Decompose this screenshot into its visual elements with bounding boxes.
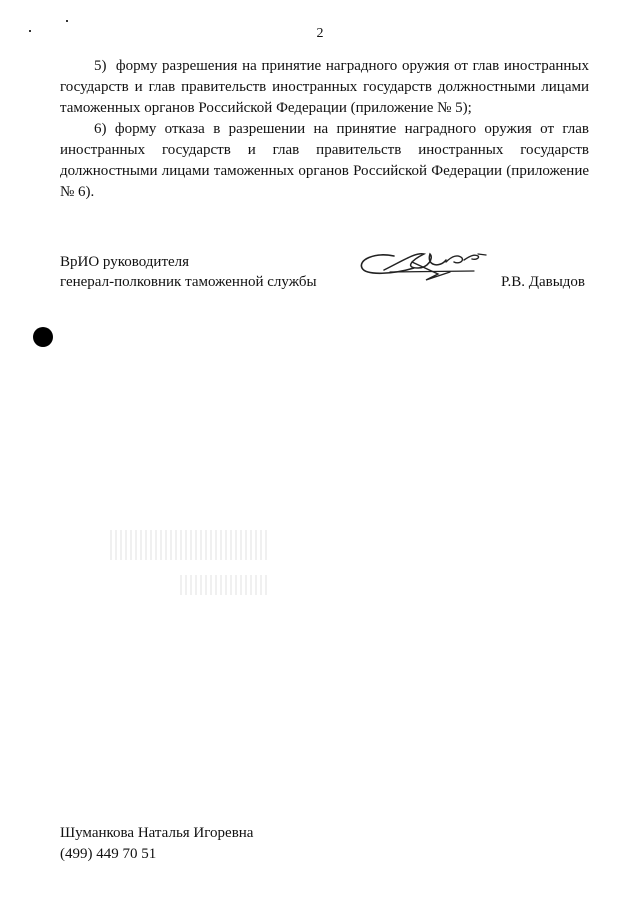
signatory-name: Р.В. Давыдов: [501, 274, 585, 290]
document-body: [60, 56, 589, 203]
scan-speck: [66, 20, 68, 22]
signatory-position-line2: генерал-полковник таможенной службы: [60, 274, 317, 290]
punch-hole: [33, 327, 53, 347]
executor-phone: (499) 449 70 51: [60, 846, 157, 862]
list-item-5: 5) форму разрешения на принятие наградного оружия от глав иностранных государств и глав правительств иностранных государств должностными лицами таможенных органов Российской Федерации (приложение № 5);: [60, 58, 589, 116]
scan-speck: [29, 30, 31, 32]
handwritten-signature: [354, 238, 494, 288]
page-number: 2: [316, 26, 324, 41]
scan-noise: [110, 530, 270, 560]
executor-info: [60, 823, 253, 865]
executor-name: Шуманкова Наталья Игоревна: [60, 825, 254, 841]
signatory-position-line1: ВрИО руководителя: [60, 254, 190, 270]
signatory-position: [60, 252, 317, 292]
scan-noise: [180, 575, 270, 595]
list-item-6: 6) форму отказа в разрешении на принятие наградного оружия от глав иностранных государств и глав правительств иностранных государств должностными лицами таможенных органов Российской Федерации (приложение № 6).: [60, 121, 589, 200]
